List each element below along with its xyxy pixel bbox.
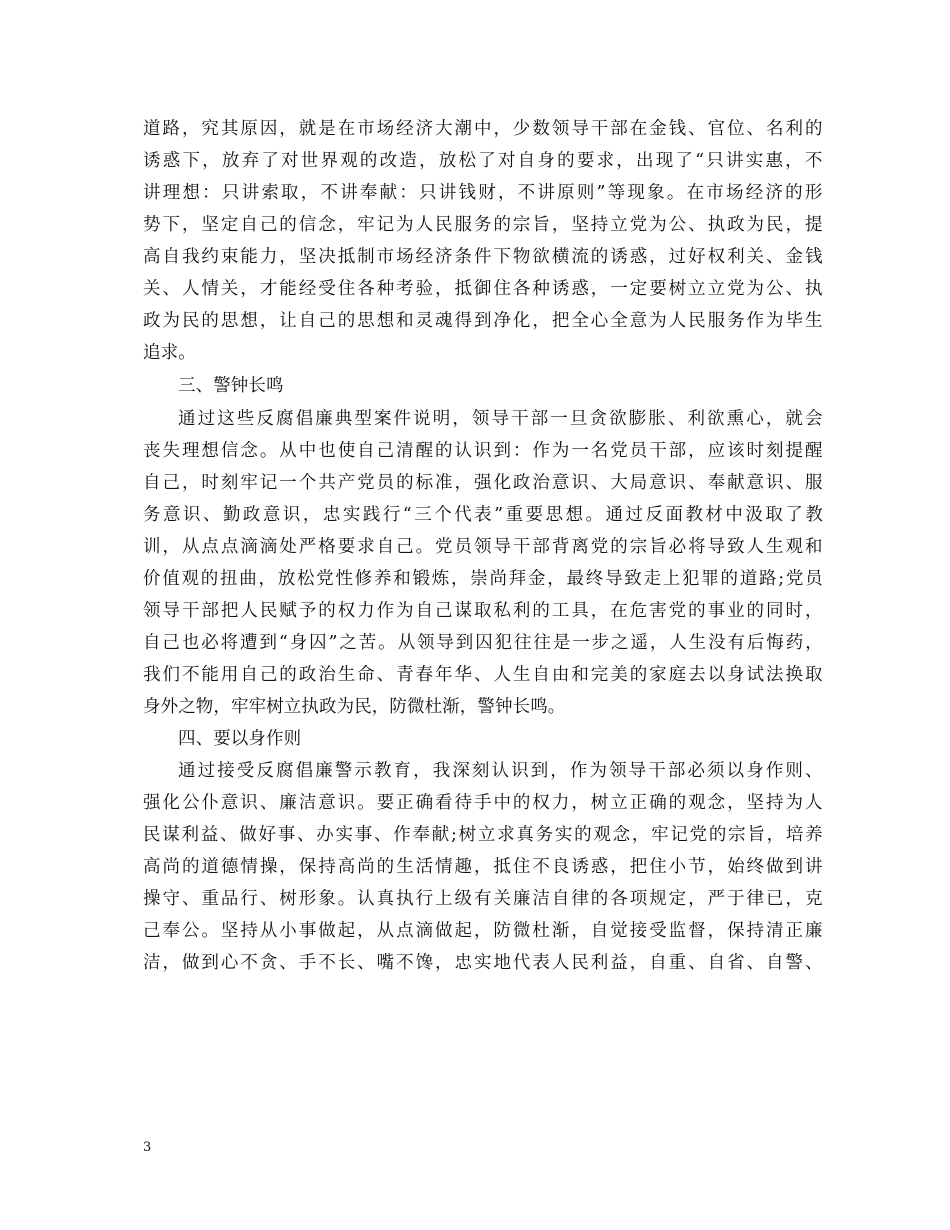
- text-line: 关 、 人 情 关 ， 才 能 经 受 住 各 种 考 验 ， 抵 御 住 各 种 诱 惑 ， 一 定 要 树 立 立 党 为 公 、 执: [143, 279, 823, 299]
- text-line: 自 己 也 必 将 遭 到 “ 身 囚 ” 之 苦 。 从 领 导 到 囚 犯 往 往 是 一 步 之 遥 ， 人 生 没 有 后 悔 药 ，: [143, 633, 823, 653]
- text-line: 自 己 ， 时 刻 牢 记 一 个 共 产 党 员 的 标 准 ， 强 化 政 治 意 识 、 大 局 意 识 、 奉 献 意 识 、 服: [143, 473, 823, 493]
- text-line: 讲 理 想 ： 只 讲 索 取 ， 不 讲 奉 献 ： 只 讲 钱 财 ， 不 讲 原 则 ” 等 现 象 。 在 市 场 经 济 的 形: [143, 183, 823, 203]
- text-line: 务 意 识 、 勤 政 意 识 ， 忠 实 践 行 “ 三 个 代 表 ” 重 要 思 想 。 通 过 反 面 教 材 中 汲 取 了 教: [143, 505, 823, 525]
- text-line: 道 路 ， 究 其 原 因 ， 就 是 在 市 场 经 济 大 潮 中 ， 少 数 领 导 干 部 在 金 钱 、 官 位 、 名 利 的: [143, 119, 823, 139]
- text-line: 操 守 、 重 品 行 、 树 形 象 。 认 真 执 行 上 级 有 关 廉 洁 自 律 的 各 项 规 定 ， 严 于 律 已 ， 克: [143, 889, 823, 909]
- text-line: 追求。: [143, 343, 196, 363]
- text-line: 强 化 公 仆 意 识 、 廉 洁 意 识 。 要 正 确 看 待 手 中 的 权 力 ， 树 立 正 确 的 观 念 ， 坚 持 为 人: [143, 793, 823, 813]
- text-line: 训 ， 从 点 点 滴 滴 处 严 格 要 求 自 己 。 党 员 领 导 干 部 背 离 党 的 宗 旨 必 将 导 致 人 生 观 和: [143, 537, 823, 557]
- text-line: 通 过 接 受 反 腐 倡 廉 警 示 教 育 ， 我 深 刻 认 识 到 ， 作 为 领 导 干 部 必 须 以 身 作 则 、: [178, 761, 823, 781]
- text-line: 价 值 观 的 扭 曲 ， 放 松 党 性 修 养 和 锻 炼 ， 崇 尚 拜 金 ， 最 终 导 致 走 上 犯 罪 的 道 路 ; 党 员: [143, 569, 823, 589]
- text-line: 三、警钟长鸣: [178, 376, 284, 396]
- text-line: 通 过 这 些 反 腐 倡 廉 典 型 案 件 说 明 ， 领 导 干 部 一 旦 贪 欲 膨 胀 、 利 欲 熏 心 ， 就 会: [178, 409, 823, 429]
- text-line: 己 奉 公 。 坚 持 从 小 事 做 起 ， 从 点 滴 做 起 ， 防 微 杜 渐 ， 自 觉 接 受 监 督 ， 保 持 清 正 廉: [143, 921, 823, 941]
- text-line: 领 导 干 部 把 人 民 赋 予 的 权 力 作 为 自 己 谋 取 私 利 的 工 具 ， 在 危 害 党 的 事 业 的 同 时 ，: [143, 601, 823, 621]
- text-line: 高 自 我 约 束 能 力 ， 坚 决 抵 制 市 场 经 济 条 件 下 物 欲 横 流 的 诱 惑 ， 过 好 权 利 关 、 金 钱: [143, 247, 823, 267]
- text-line: 丧 失 理 想 信 念 。 从 中 也 使 自 己 清 醒 的 认 识 到 ： 作 为 一 名 党 员 干 部 ， 应 该 时 刻 提 醒: [143, 441, 823, 461]
- text-line: 政 为 民 的 思 想 ， 让 自 己 的 思 想 和 灵 魂 得 到 净 化 ， 把 全 心 全 意 为 人 民 服 务 作 为 毕 生: [143, 311, 823, 331]
- text-line: 身外之物，牢牢树立执政为民，防微杜渐，警钟长鸣。: [143, 697, 566, 717]
- text-line: 势 下 ， 坚 定 自 己 的 信 念 ， 牢 记 为 人 民 服 务 的 宗 旨 ， 坚 持 立 党 为 公 、 执 政 为 民 ， 提: [143, 215, 823, 235]
- text-line: 洁 ， 做 到 心 不 贪 、 手 不 长 、 嘴 不 馋 ， 忠 实 地 代 表 人 民 利 益 ， 自 重 、 自 省 、 自 警 、: [143, 953, 823, 973]
- text-line: 四、要以身作则: [178, 729, 302, 749]
- text-line: 民 谋 利 益 、 做 好 事 、 办 实 事 、 作 奉 献 ; 树 立 求 真 务 实 的 观 念 ， 牢 记 党 的 宗 旨 ， 培 养: [143, 825, 823, 845]
- text-line: 我 们 不 能 用 自 己 的 政 治 生 命 、 青 春 年 华 、 人 生 自 由 和 完 美 的 家 庭 去 以 身 试 法 换 取: [143, 665, 823, 685]
- text-line: 高 尚 的 道 德 情 操 ， 保 持 高 尚 的 生 活 情 趣 ， 抵 住 不 良 诱 惑 ， 把 住 小 节 ， 始 终 做 到 讲: [143, 857, 823, 877]
- page-number: 3: [143, 1140, 152, 1155]
- text-line: 诱 惑 下 ， 放 弃 了 对 世 界 观 的 改 造 ， 放 松 了 对 自 身 的 要 求 ， 出 现 了 “ 只 讲 实 惠 ， 不: [143, 151, 823, 171]
